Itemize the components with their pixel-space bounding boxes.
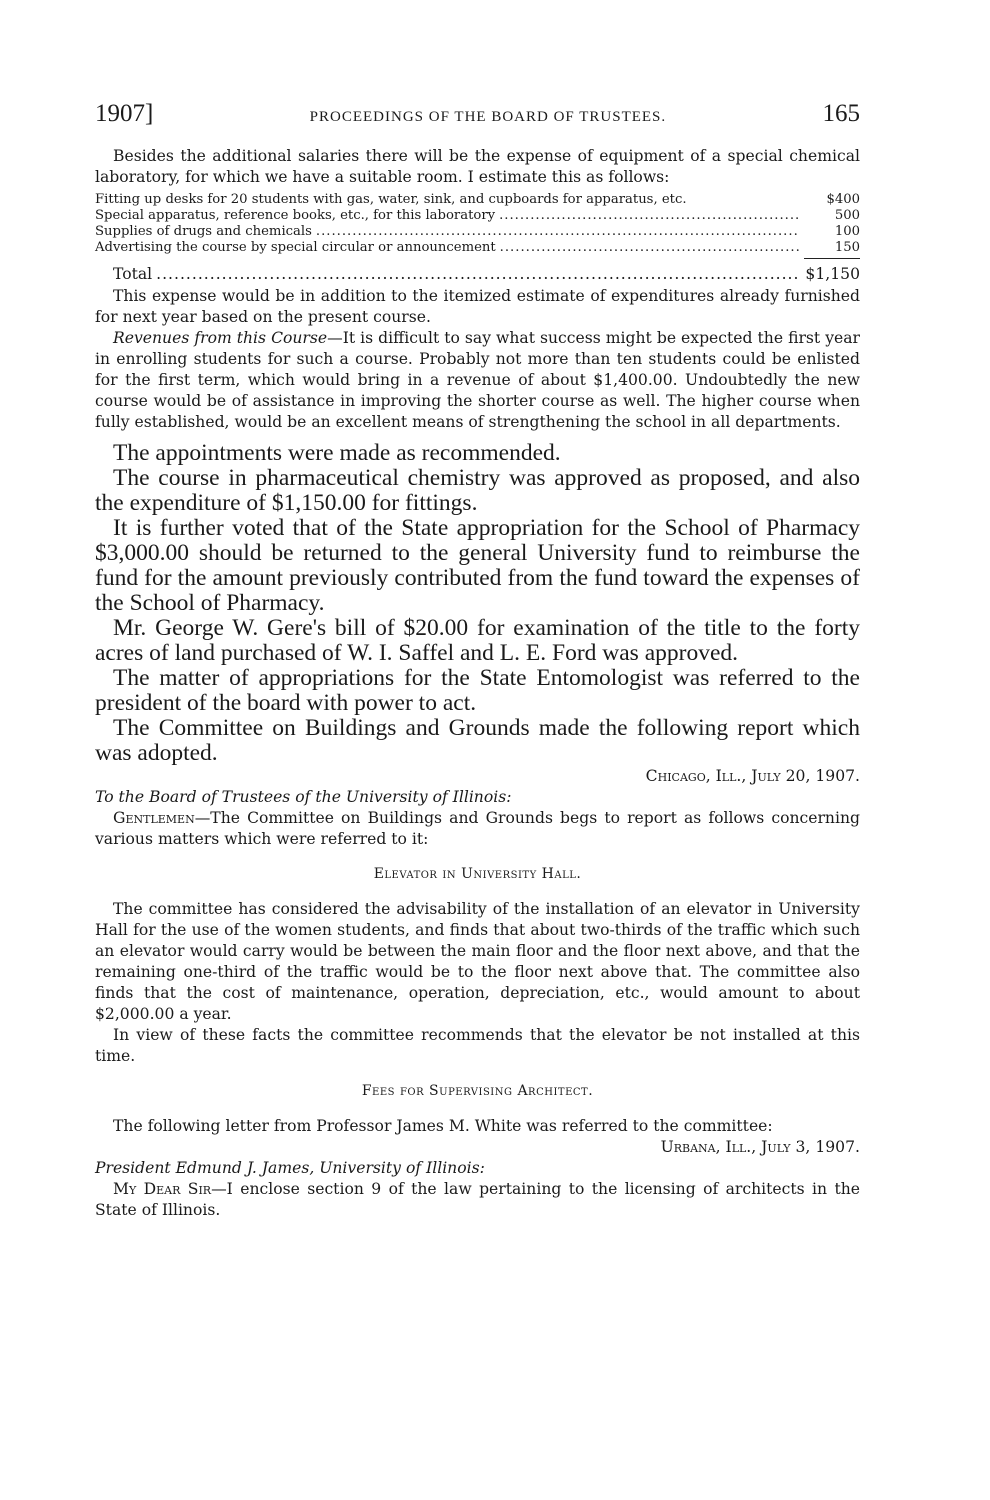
elevator-paragraph: The committee has considered the advisability of the installation of an elevator in University Hall for the use of the women students, and finds that about two-thirds of the traffic which such an elevator would carry would be between the main floor and the floor next above, and that the remaining one-third of the traffic would be to the floor next above that. The committee also finds that the cost of maintenance, operation, depreciation, etc., would amount to about $2,000.00 a year.: [95, 900, 860, 1023]
intro-paragraph: Besides the additional salaries there will be the expense of equipment of a special chemical laboratory, for which we have a suitable room. I estimate this as follows:: [95, 147, 860, 186]
estimate-desc: Advertising the course by special circular or announcement: [95, 240, 496, 255]
estimate-row: [95, 192, 860, 208]
revenues-heading: Revenues from this Course: [113, 329, 328, 347]
report-salutation: To the Board of Trustees of the University of Illinois:: [95, 788, 512, 806]
section-heading-elevator: Elevator in University Hall.: [373, 866, 582, 882]
minute-paragraph: It is further voted that of the State appropriation for the School of Pharmacy $3,000.00 should be returned to the general University fund to reimburse the fund for the amount previously contributed from the fund toward the expenses of the School of Pharmacy.: [95, 515, 860, 616]
minute-paragraph: The course in pharmaceutical chemistry was approved as proposed, and also the expenditure of $1,150.00 for fittings.: [95, 465, 860, 516]
revenues-paragraph: [95, 328, 860, 433]
estimate-amount: 100: [834, 224, 860, 239]
minutes-section: [95, 441, 860, 766]
estimate-table: [95, 192, 860, 282]
estimate-desc: Supplies of drugs and chemicals: [95, 224, 312, 239]
minute-paragraph: The appointments were made as recommended.: [113, 440, 561, 466]
estimate-desc: Special apparatus, reference books, etc., for this laboratory: [95, 208, 496, 223]
revenues-text: —It is difficult to say what success might be expected the first year in enrolling students for such a course. Probably not more than ten students could be enlisted for the first term, which would bring in a revenue of about $1,400.00. Undoubtedly the new course would be of assistance in improving the shorter course as well. The higher course when fully established, would be an excellent means of strengthening the school in all departments.: [95, 329, 860, 431]
estimate-row: [95, 208, 860, 224]
running-title: PROCEEDINGS OF THE BOARD OF TRUSTEES.: [309, 109, 667, 125]
report-opening-text: —The Committee on Buildings and Grounds begs to report as follows concerning various matters which were referred to it:: [95, 809, 860, 848]
estimate-amount: 500: [834, 208, 860, 223]
section-heading-fees: Fees for Supervising Architect.: [361, 1083, 594, 1099]
committee-report: [95, 766, 860, 1221]
letter-lead: My Dear Sir: [113, 1180, 212, 1198]
letter-salutation: President Edmund J. James, University of Illinois:: [95, 1159, 485, 1177]
total-rule: [804, 258, 860, 260]
document-page: [95, 100, 860, 1221]
total-label: Total: [113, 265, 153, 283]
leader-dots: [500, 240, 800, 256]
estimate-total-row: [95, 266, 860, 282]
minute-paragraph: The Committee on Buildings and Grounds made the following report which was adopted.: [95, 715, 860, 766]
after-estimate-paragraph: This expense would be in addition to the itemized estimate of expenditures already furnished for next year based on the present course.: [95, 287, 860, 326]
minute-paragraph: The matter of appropriations for the State Entomologist was referred to the president of the board with power to act.: [95, 665, 860, 716]
letter-body: [95, 1179, 860, 1221]
report-place-date: Chicago, Ill., July 20, 1907.: [645, 767, 860, 785]
letter-text: —I enclose section 9 of the law pertaining to the licensing of architects in the State of Illinois.: [95, 1180, 860, 1219]
total-amount: $1,150: [805, 265, 860, 283]
leader-dots: [499, 208, 800, 224]
header-year: 1907]: [95, 100, 154, 127]
estimate-amount: $400: [826, 192, 860, 207]
leader-dots: [316, 224, 800, 240]
report-opening-lead: Gentlemen: [113, 809, 195, 827]
estimate-amount: 150: [834, 240, 860, 255]
page-header: [95, 100, 860, 128]
elevator-recommendation: In view of these facts the committee recommends that the elevator be not installed at this time.: [95, 1026, 860, 1065]
page-number: 165: [822, 100, 860, 127]
estimate-row: [95, 224, 860, 240]
fees-paragraph: The following letter from Professor James M. White was referred to the committee:: [113, 1117, 773, 1135]
estimate-row: [95, 240, 860, 256]
minute-paragraph: Mr. George W. Gere's bill of $20.00 for examination of the title to the forty acres of land purchased of W. I. Saffel and L. E. Ford was approved.: [95, 615, 860, 666]
leader-dots: [156, 266, 800, 282]
letter-place-date: Urbana, Ill., July 3, 1907.: [660, 1138, 860, 1156]
report-opening: [95, 808, 860, 850]
estimate-desc: Fitting up desks for 20 students with gas, water, sink, and cupboards for apparatus, etc.: [95, 192, 687, 207]
